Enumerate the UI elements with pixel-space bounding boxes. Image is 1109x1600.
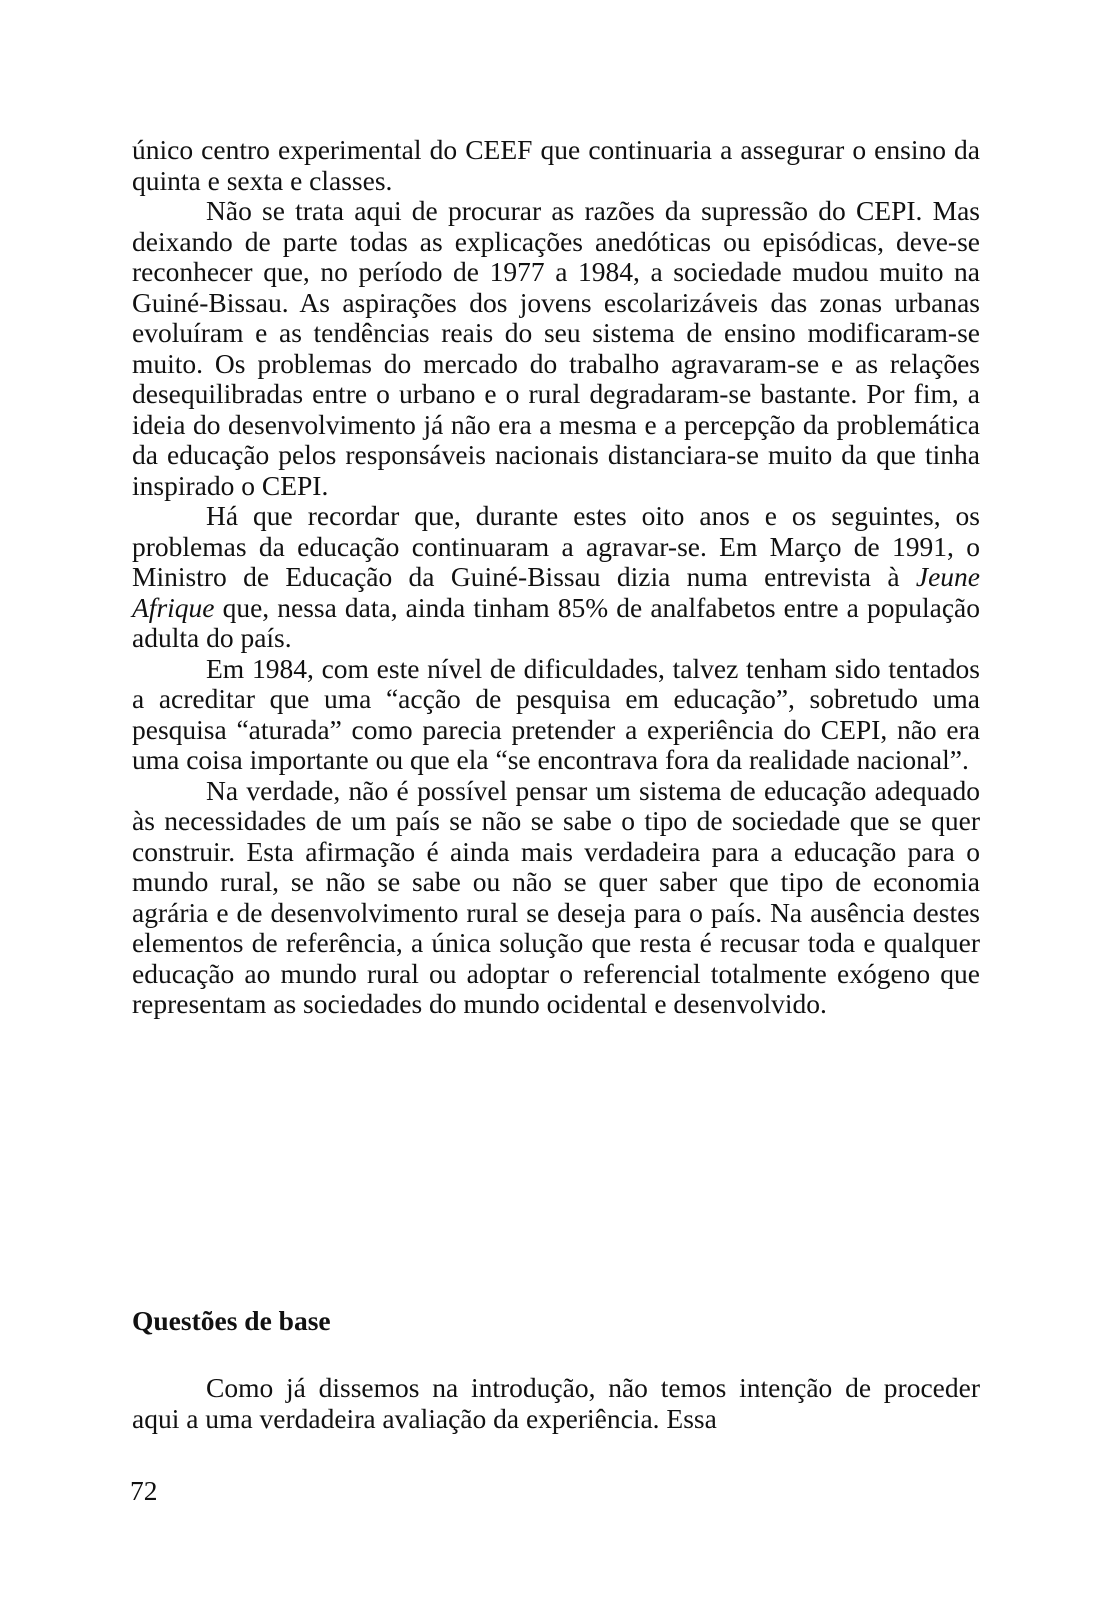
section-text-block [132, 1373, 980, 1434]
page-number: 72 [130, 1475, 158, 1506]
paragraph-2: Não se trata aqui de procurar as razões da supressão do CEPI. Mas deixando de parte todas as explicações anedóticas ou episódicas, deve-se reconhecer que, no período de 1977 a 1984, a sociedade mudou muito na Guiné-Bissau. As aspirações dos jovens escolarizáveis das zonas urbanas evoluíram e as tendências reais do seu sistema de ensino modificaram-se muito. Os problemas do mercado do trabalho agravaram-se e as relações desequilibradas entre o urbano e o rural degradaram-se bastante. Por fim, a ideia do desenvolvimento já não era a mesma e a percepção da problemática da educação pelos responsáveis nacionais distanciara-se muito da que tinha inspirado o CEPI. [132, 195, 980, 501]
paragraph-3-text-end: que, nessa data, ainda tinham 85% de analfabetos entre a população adulta do país. [132, 591, 980, 653]
paragraph-5: Na verdade, não é possível pensar um sistema de educação adequado às necessidades de um país se não se sabe o tipo de sociedade que se quer construir. Esta afirmação é ainda mais verdadeira para a educação para o mundo rural, se não se sabe ou não se quer saber que tipo de economia agrária e de desenvolvimento rural se deseja para o país. Na ausência destes elementos de referência, a única solução que resta é recusar toda e qualquer educação ao mundo rural ou adoptar o referencial totalmente exógeno que representam as sociedades do mundo ocidental e desenvolvido. [132, 774, 980, 1019]
paragraph-4: Em 1984, com este nível de dificuldades, talvez tenham sido tentados a acreditar que uma “acção de pesquisa em educação”, sobretudo uma pesquisa “aturada” como parecia pretender a experiência do CEPI, não era uma coisa importante ou que ela “se encontrava fora da realidade nacional”. [132, 652, 980, 775]
section-heading: Questões de base [132, 1305, 331, 1336]
main-text-block [132, 135, 980, 1020]
paragraph-3 [132, 501, 980, 654]
paragraph-1: único centro experimental do CEEF que continuaria a assegurar o ensino da quinta e sexta e classes. [132, 134, 980, 196]
publication-title: Jeune Afrique [132, 561, 980, 623]
section-paragraph: Como já dissemos na introdução, não temos intenção de proceder aqui a uma verdadeira avaliação da experiência. Essa [132, 1372, 980, 1434]
paragraph-3-text-start: Há que recordar que, durante estes oito anos e os seguintes, os problemas da educação continuaram a agravar-se. Em Março de 1991, o Ministro de Educação da Guiné-Bissau dizia numa entrevista à [132, 500, 980, 592]
